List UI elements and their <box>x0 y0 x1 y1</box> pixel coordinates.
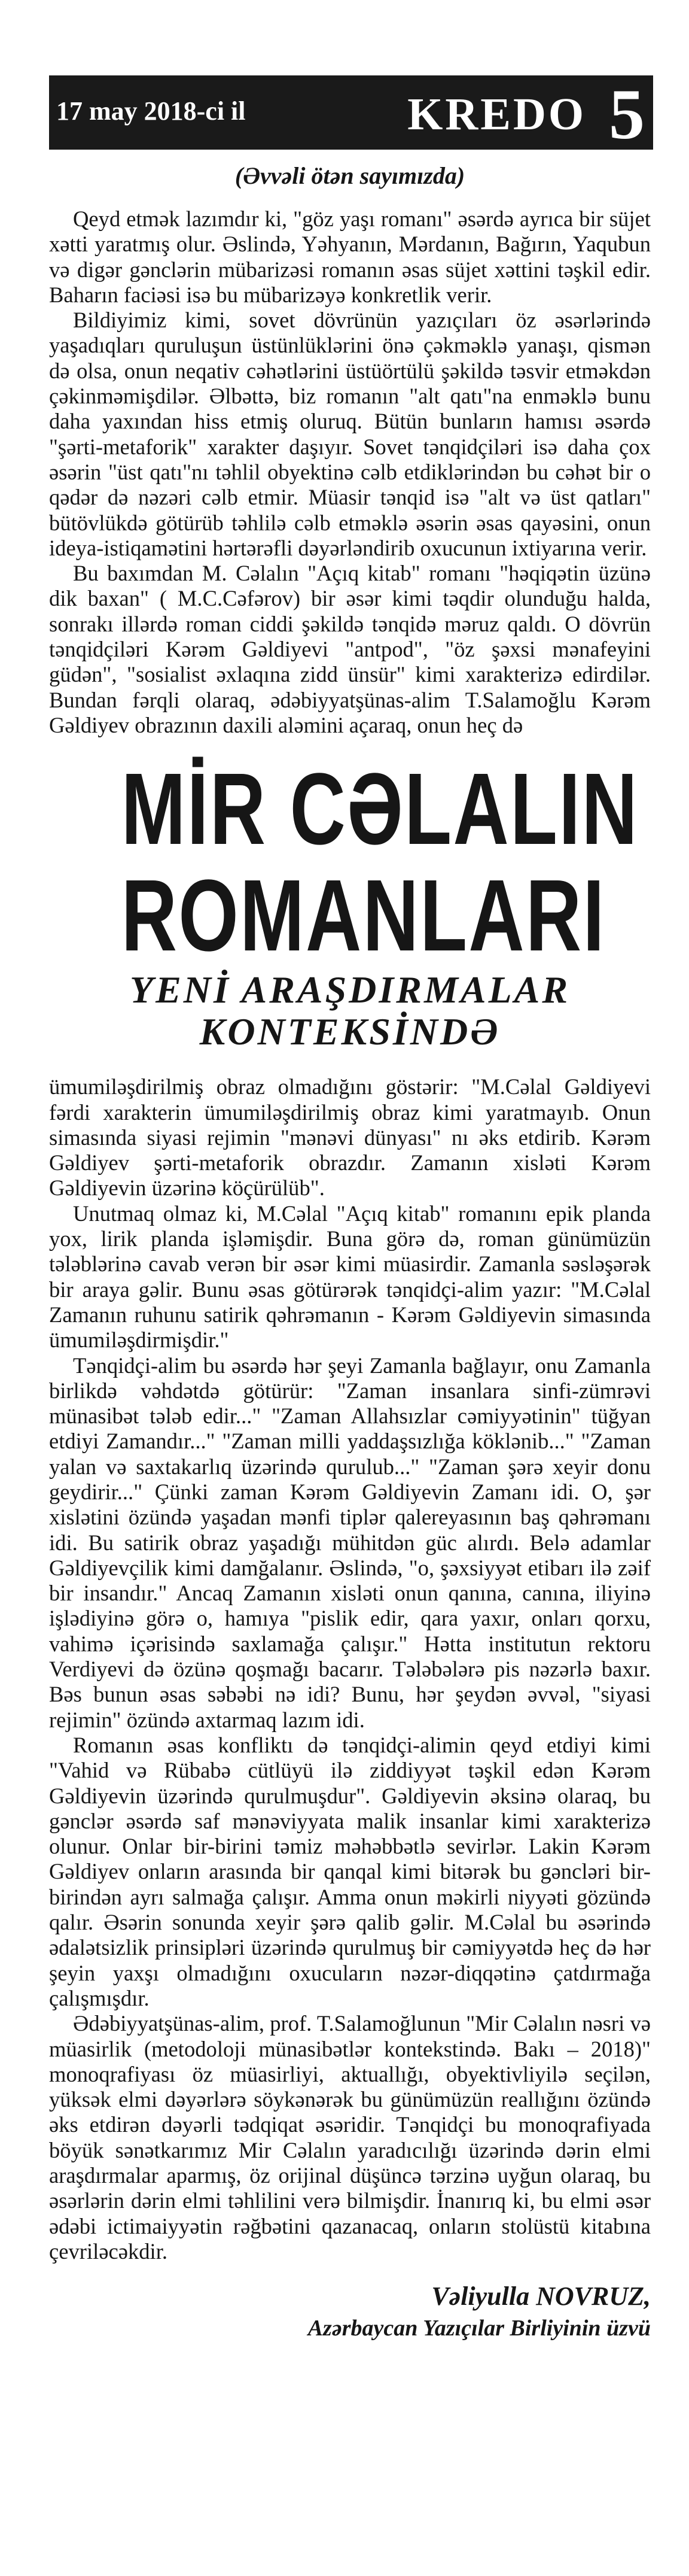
continuation-note: (Əvvəli ötən sayımızda) <box>234 162 465 189</box>
paragraph: Qeyd etmək lazımdır ki, "göz yaşı romanı" əsərdə ayrıca bir süjet xətti yaratmış olur. Əslində, Yəhyanın, Mərdanın, Bağırın, Yaqubun və digər gənclərin mübarizəsi romanın əsas süjet xəttini təşkil edir. Baharın faciəsi isə bu mübarizəyə konkretlik verir. <box>49 206 651 307</box>
paragraph: Unutmaq olmaz ki, M.Cəlal "Açıq kitab" romanını epik planda yox, lirik planda işləmişdir. Buna görə də, roman günümüzün tələblərinə cavab verən bir əsər kimi müasirdir. Zamanla səsləşərək bir araya gəlir. Bunu əsas götürərək tənqidçi-alim yazır: "M.Cəlal Zamanın ruhunu satirik qəhrəmanın - Kərəm Gəldiyevin simasında ümumiləşdirmişdir." <box>49 1201 651 1353</box>
subheadline-line-2: KONTEKSİNDƏ <box>199 1010 501 1053</box>
newspaper-brand: KREDO <box>407 89 586 139</box>
paragraph: Tənqidçi-alim bu əsərdə hər şeyi Zamanla bağlayır, onu Zamanla birlikdə vəhdətdə götürür: "Zaman insanlara sinfi-zümrəvi münasibət tələb edir..." "Zaman Allahsızlar cəmiyyətinin" tüğyan etdiyi Zamandır..." "Zaman milli yaddaşsızlığa köklənib..." "Zaman yalan və saxtakarlıq üzərində qurulub..." "Zaman şərə xeyir donu geydirir..." Çünki zaman Kərəm Gəldiyevin Zamanı idi. O, şər xislətini özündə yaşadan mənfi tiplər qalereyasının baş qəhrəmanı idi. Bu satirik obraz yaşadığı mühitdən güc alırdı. Belə adamlar Gəldiyevçilik kimi damğalanır. Əslində, "o, şəxsiyyət etibarı ilə zəif bir insandır." Ancaq Zamanın xisləti onun qanına, canına, iliyinə işlədiyinə görə o, hamıya "pislik edir, qara yaxır, onları qorxu, vahimə içərisində saxlamağa çalışır." Hətta institutun rektoru Verdiyevi də özünə qoşmağı bacarır. Tələbələrə pis nəzərlə baxır. Bəs bunun əsas səbəbi nə idi? Bunu, hər şeydən əvvəl, "siyasi rejimin" özündə axtarmaq lazım idi. <box>49 1353 651 1732</box>
paragraph: Romanın əsas konfliktı də tənqidçi-alimin qeyd etdiyi kimi "Vahid və Rübabə cütlüyü ilə ziddiyyət təşkil edən Kərəm Gəldiyevin üzərində qurulmuşdur". Gəldiyevin əksinə olaraq, bu gənclər əsərdə saf mənəviyyata malik insanlar kimi xarakterizə olunur. Onlar bir-birini təmiz məhəbbətlə sevirlər. Lakin Kərəm Gəldiyev onların arasında bir qanqal kimi bitərək bu gəncləri bir-birindən ayrı salmağa çalışır. Amma onun məkirli niyyəti gözündə qalır. Əsərin sonunda xeyir şərə qalib gəlir. M.Cəlal bu əsərində ədalətsizlik prinsipləri üzərində qurulmuş bir cəmiyyətdə heç də hər şeyin yaxşı olmadığını oxucuların nəzər-diqqətinə çatdırmağa çalışmışdır. <box>49 1732 651 2010</box>
paragraph: Bu baxımdan M. Cəlalın "Açıq kitab" romanı "həqiqətin üzünə dik baxan" ( M.C.Cəfərov) bir əsər kimi təqdir olunduğu halda, sonrakı illərdə roman ciddi şəkildə tənqidə məruz qaldı. O dövrün tənqidçiləri Kərəm Gəldiyevi "antpod", "öz şəxsi mənafeyini güdən", "sosialist əxlaqına zidd ünsür" kimi xarakterizə edirdilər. Bundan fərqli olaraq, ədəbiyyatşünas-alim T.Salamoğlu Kərəm Gəldiyev obrazının daxili aləmini açaraq, onun heç də <box>49 561 651 737</box>
subheadline-line-1: YENİ ARAŞDIRMALAR <box>129 968 571 1011</box>
author-signature <box>49 2280 651 2343</box>
page-header <box>49 74 653 154</box>
headline-block <box>49 752 651 1053</box>
page-number: 5 <box>609 74 645 154</box>
headline-line-1: MİR CƏLALIN <box>121 752 639 867</box>
article <box>49 151 651 2343</box>
paragraph: ümumiləşdirilmiş obraz olmadığını göstərir: "M.Cəlal Gəldiyevi fərdi xarakterin ümumiləşdirilmiş obraz kimi yaratmayıb. Onun simasında siyasi rejimin "mənəvi dünyası" nı əks etdirib. Kərəm Gəldiyev şərti-metaforik obrazdır. Zamanın xisləti Kərəm Gəldiyevin üzərinə köçürülüb". <box>49 1074 651 1201</box>
issue-date: 17 may 2018-ci il <box>56 96 246 126</box>
author-affiliation: Azərbaycan Yazıçılar Birliyinin üzvü <box>307 2316 651 2341</box>
paragraph: Bildiyimiz kimi, sovet dövrünün yazıçıları öz əsərlərində yaşadıqları quruluşun üstünlüklərini önə çəkməklə yanaşı, qismən də olsa, onun neqativ cəhətlərini üstüörtülü şəkildə təsvir etməkdən çəkinməmişdilər. Əlbəttə, biz romanın "alt qatı"na enməklə bunu daha yaxından hiss etmiş oluruq. Bütün bunların hamısı əsərdə "şərti-metaforik" xarakter daşıyır. Sovet tənqidçiləri isə daha çox əsərin "üst qatı"nı təhlil obyektinə cəlb etdiklərindən bu cəhət bir o qədər də nəzəri cəlb etmir. Müasir tənqid isə "alt və üst qatları" bütövlükdə götürüb təhlilə cəlb etməklə əsərin əsas qayəsini, onun ideya-istiqamətini hərtərəfli dəyərləndirib oxucunun ixtiyarına verir. <box>49 308 651 560</box>
author-name: Vəliyulla NOVRUZ, <box>431 2282 651 2311</box>
paragraph: Ədəbiyyatşünas-alim, prof. T.Salamoğlunun "Mir Cəlalın nəsri və müasirlik (metodoloji münasibətlər kontekstində. Bakı – 2018)" monoqrafiyası öz müasirliyi, aktuallığı, obyektivliyilə seçilən, yüksək elmi dəyərlərə söykənərək bu günümüzün reallığını özündə əks etdirən dəyərli tədqiqat əsəridir. Tənqidçi bu monoqrafiyada böyük sənətkarımız Mir Cəlalın yaradıcılığı üzərində dərin elmi araşdırmalar aparmış, öz orijinal düşüncə tərzinə uyğun olaraq, bu əsərlərin dərin elmi təhlilini verə bilmişdir. İnanırıq ki, bu elmi əsər ədəbi ictimaiyyətin rəğbətini qazanacaq, onların stolüstü kitabına çevriləcəkdir. <box>49 2011 651 2264</box>
article-body-top <box>49 206 651 738</box>
headline-line-2: ROMANLARI <box>121 859 606 973</box>
article-body-bottom <box>49 1074 651 2264</box>
